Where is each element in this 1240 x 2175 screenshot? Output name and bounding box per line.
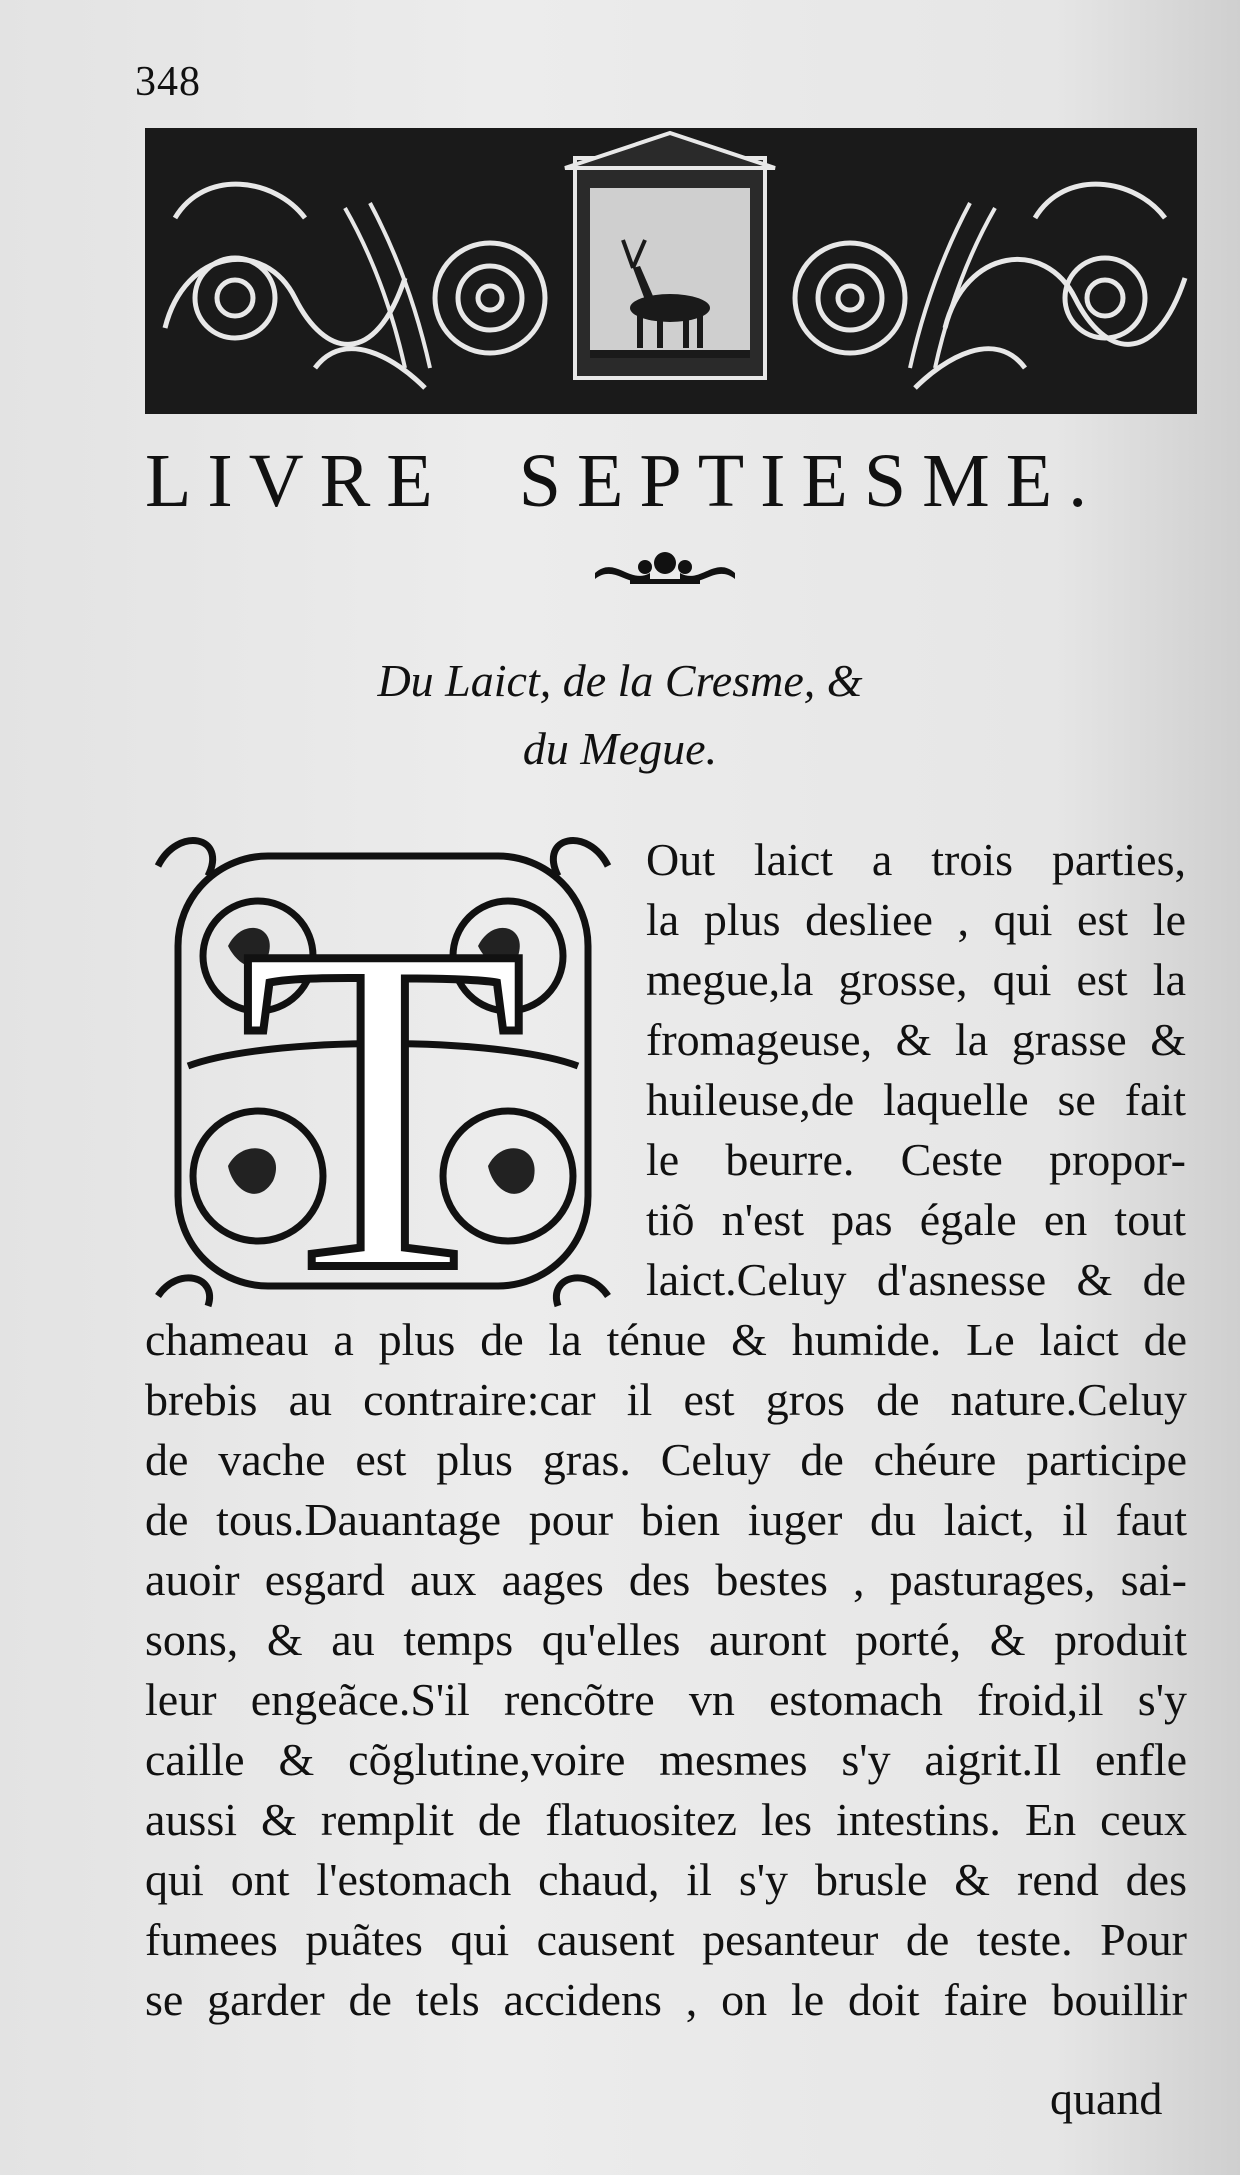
chapter-heading-line-1: Du Laict, de la Cresme, & — [377, 655, 863, 706]
page-number: 348 — [135, 59, 201, 105]
text-line: tiõ n'est pas égale en tout — [646, 1194, 1186, 1245]
decorated-initial-icon — [148, 826, 618, 1310]
text-line: huileuse,de laquelle se fait — [646, 1074, 1186, 1125]
catchword: quand — [1050, 2073, 1163, 2124]
text-line: la plus desliee , qui est le — [646, 894, 1186, 945]
text-line: caille & cõglutine,voire mesmes s'y aigrit.Il enfle — [145, 1734, 1187, 1785]
text-line: de vache est plus gras. Celuy de chéure participe — [145, 1434, 1187, 1485]
text-line: brebis au contraire:car il est gros de nature.Celuy — [145, 1374, 1187, 1425]
fleuron-icon — [590, 545, 740, 591]
text-line: qui ont l'estomach chaud, il s'y brusle & rend des — [145, 1854, 1187, 1905]
text-line: megue,la grosse, qui est la — [646, 954, 1186, 1005]
initial-letter: T — [239, 847, 527, 1310]
text-line: leur engeãce.S'il rencõtre vn estomach froid,il s'y — [145, 1674, 1187, 1725]
text-line: laict.Celuy d'asnesse & de — [646, 1254, 1186, 1305]
chapter-heading-line-2: du Megue. — [522, 723, 718, 774]
text-line: fromageuse, & la grasse & — [646, 1014, 1186, 1065]
text-line: Out laict a trois parties, — [646, 834, 1186, 885]
text-line: sons, & au temps qu'elles auront porté, & produit — [145, 1614, 1187, 1665]
text-line: le beurre. Ceste propor- — [646, 1134, 1186, 1185]
text-line: chameau a plus de la ténue & humide. Le laict de — [145, 1314, 1187, 1365]
book-title: LIVRE SEPTIESME. — [145, 439, 1104, 523]
text-line: auoir esgard aux aages des bestes , pasturages, sai- — [145, 1554, 1187, 1605]
text-line: fumees puãtes qui causent pesanteur de teste. Pour — [145, 1914, 1187, 1965]
text-line: se garder de tels accidens , on le doit faire bouillir — [145, 1974, 1187, 2025]
headpiece-woodcut-icon — [145, 128, 1197, 414]
text-line: de tous.Dauantage pour bien iuger du laict, il faut — [145, 1494, 1187, 1545]
text-line: aussi & remplit de flatuositez les intestins. En ceux — [145, 1794, 1187, 1845]
